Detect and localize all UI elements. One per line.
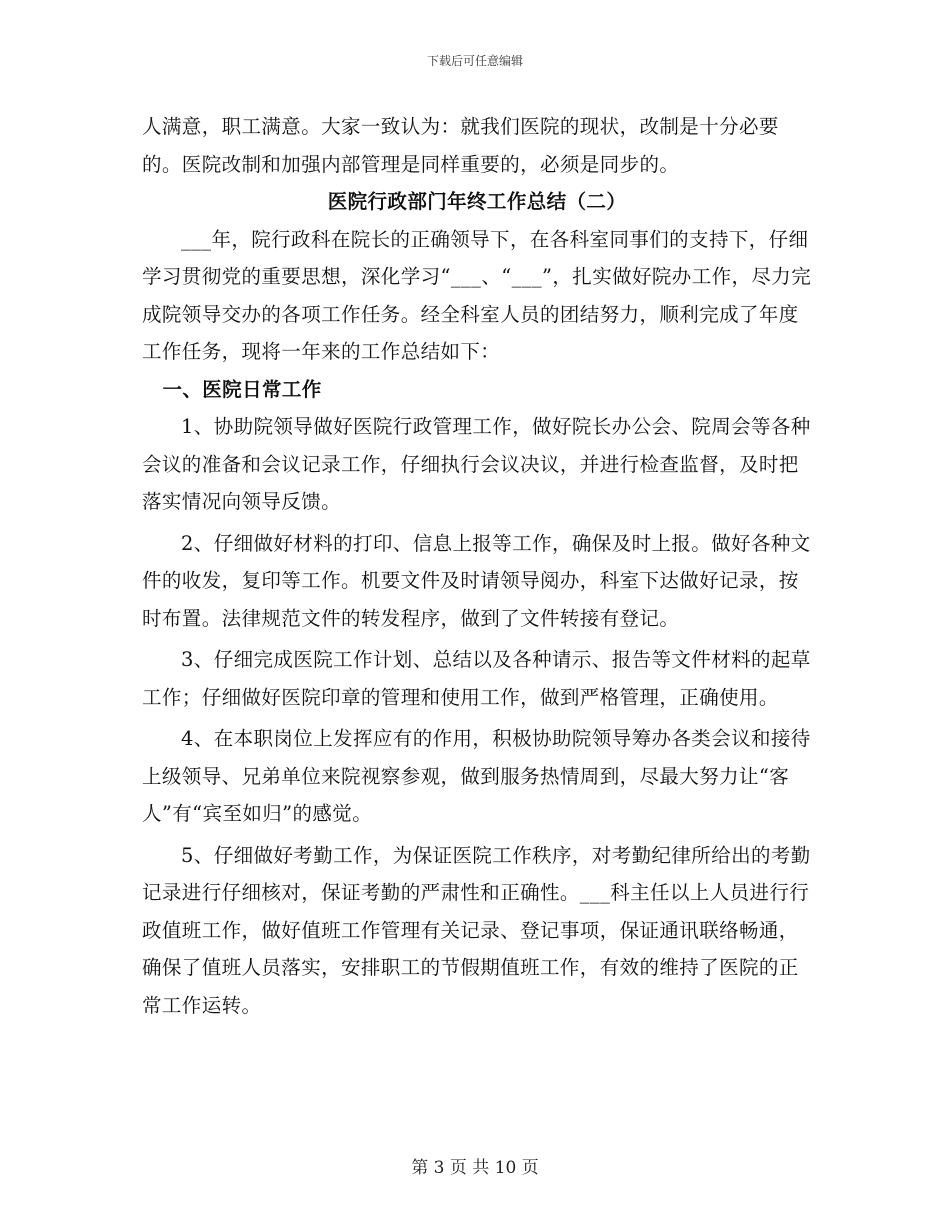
list-item: 5、仔细做好考勤工作，为保证医院工作秩序，对考勤纪律所给出的考勤记录进行仔细核对，保证考勤的严肃性和正确性。___科主任以上人员进行行政值班工作，做好值班工作管理有关记录、登记事项，保证通讯联络畅通，确保了值班人员落实，安排职工的节假期值班工作，有效的维持了医院的正常工作运转。: [142, 843, 811, 1017]
list-item: 4、在本职岗位上发挥应有的作用，积极协助院领导筹办各类会议和接待上级领导、兄弟单位来院视察参观，做到服务热情周到，尽最大努力让“客人”有“宾至如归”的感觉。: [142, 727, 811, 825]
list-item: 1、协助院领导做好医院行政管理工作，做好院长办公会、院周会等各种会议的准备和会议记录工作，仔细执行会议决议，并进行检查监督，及时把落实情况向领导反馈。: [142, 415, 811, 513]
section-heading: 一、医院日常工作: [162, 377, 322, 401]
list-item: 3、仔细完成医院工作计划、总结以及各种请示、报告等文件材料的起草工作；仔细做好医院印章的管理和使用工作，做到严格管理，正确使用。: [142, 648, 811, 709]
page-header-note: 下载后可任意编辑: [426, 54, 523, 68]
document-title: 医院行政部门年终工作总结（二）: [327, 190, 627, 213]
list-item: 2、仔细做好材料的打印、信息上报等工作，确保及时上报。做好各种文件的收发，复印等工作。机要文件及时请领导阅办，科室下达做好记录，按时布置。法律规范文件的转发程序，做到了文件转接有登记。: [142, 531, 811, 630]
carryover-paragraph: 人满意，职工满意。大家一致认为：就我们医院的现状，改制是十分必要的。医院改制和加强内部管理是同样重要的，必须是同步的。: [142, 115, 779, 176]
document-body: [142, 108, 812, 1024]
page-footer: 第 3 页 共 10 页: [411, 1158, 539, 1178]
intro-paragraph: ___年，院行政科在院长的正确领导下，在各科室同事们的支持下，仔细学习贯彻党的重要思想，深化学习“___、“___”，扎实做好院办工作，尽力完成院领导交办的各项工作任务。经全科室人员的团结努力，顺利完成了年度工作任务，现将一年来的工作总结如下：: [142, 227, 812, 363]
